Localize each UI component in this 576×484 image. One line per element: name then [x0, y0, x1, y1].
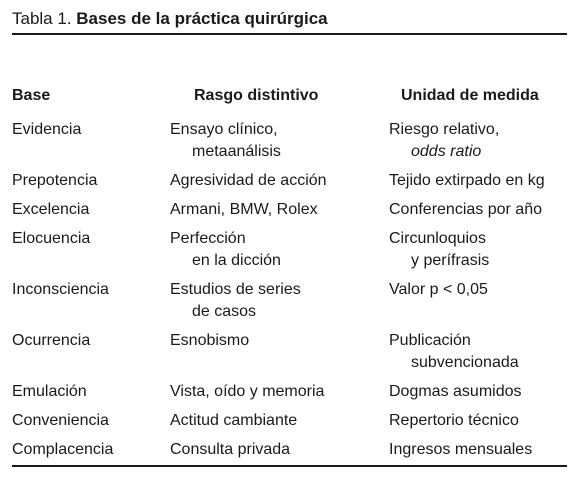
cell-unidad: Conferencias por año: [389, 201, 542, 218]
cell-rasgo: [170, 228, 389, 272]
table-row: [12, 410, 567, 432]
cell-unidad: Valor p < 0,05: [389, 281, 488, 298]
cell-base: Conveniencia: [12, 412, 109, 429]
header-rasgo: Rasgo distintivo: [194, 87, 319, 104]
table-row: [12, 381, 567, 403]
cell-base: Prepotencia: [12, 172, 98, 189]
cell-line: de casos: [192, 303, 257, 320]
cell-base: Emulación: [12, 383, 87, 400]
table-row: [12, 228, 567, 272]
cell-unidad: Tejido extirpado en kg: [389, 172, 545, 189]
cell-unidad: Ingresos mensuales: [389, 441, 533, 458]
cell-line: Publicación: [389, 332, 471, 349]
cell-line: en la dicción: [192, 252, 281, 269]
cell-line: subvencionada: [411, 354, 519, 371]
cell-rasgo: [170, 279, 389, 323]
table-body: [12, 119, 567, 468]
cell-line: metaanálisis: [192, 143, 281, 160]
cell-line: Ensayo clínico,: [170, 121, 278, 138]
cell-base: Evidencia: [12, 121, 82, 138]
table-row: [12, 439, 567, 461]
table-row: [12, 199, 567, 221]
cell-base: Elocuencia: [12, 230, 91, 247]
cell-base: Ocurrencia: [12, 332, 91, 349]
header-base: Base: [12, 87, 51, 104]
cell-line: Perfección: [170, 230, 246, 247]
table-row: [12, 170, 567, 192]
cell-base: Inconsciencia: [12, 281, 109, 298]
cell-rasgo: Vista, oído y memoria: [170, 383, 325, 400]
cell-line: Circunloquios: [389, 230, 486, 247]
cell-base: Complacencia: [12, 441, 114, 458]
table-title: Bases de la práctica quirúrgica: [76, 9, 328, 28]
header-unidad: Unidad de medida: [401, 87, 539, 104]
cell-base: Excelencia: [12, 201, 90, 218]
table-row: [12, 330, 567, 374]
table-caption: [12, 8, 328, 30]
cell-line: Riesgo relativo,: [389, 121, 500, 138]
cell-rasgo: Esnobismo: [170, 332, 250, 349]
cell-line: odds ratio: [411, 143, 482, 160]
bottom-rule: [12, 465, 567, 467]
cell-line: Estudios de series: [170, 281, 301, 298]
cell-unidad: Dogmas asumidos: [389, 383, 522, 400]
cell-rasgo: Agresividad de acción: [170, 172, 327, 189]
table-number: Tabla 1.: [12, 9, 72, 28]
cell-rasgo: Consulta privada: [170, 441, 291, 458]
table-header: [12, 84, 567, 108]
cell-unidad: [389, 119, 567, 163]
cell-unidad: Repertorio técnico: [389, 412, 519, 429]
cell-line: y perífrasis: [411, 252, 490, 269]
cell-rasgo: Actitud cambiante: [170, 412, 298, 429]
cell-unidad: [389, 330, 567, 374]
cell-rasgo: Armani, BMW, Rolex: [170, 201, 318, 218]
cell-rasgo: [170, 119, 389, 163]
top-rule: [12, 33, 567, 35]
table-row: [12, 279, 567, 323]
cell-unidad: [389, 228, 567, 272]
table-row: [12, 119, 567, 163]
